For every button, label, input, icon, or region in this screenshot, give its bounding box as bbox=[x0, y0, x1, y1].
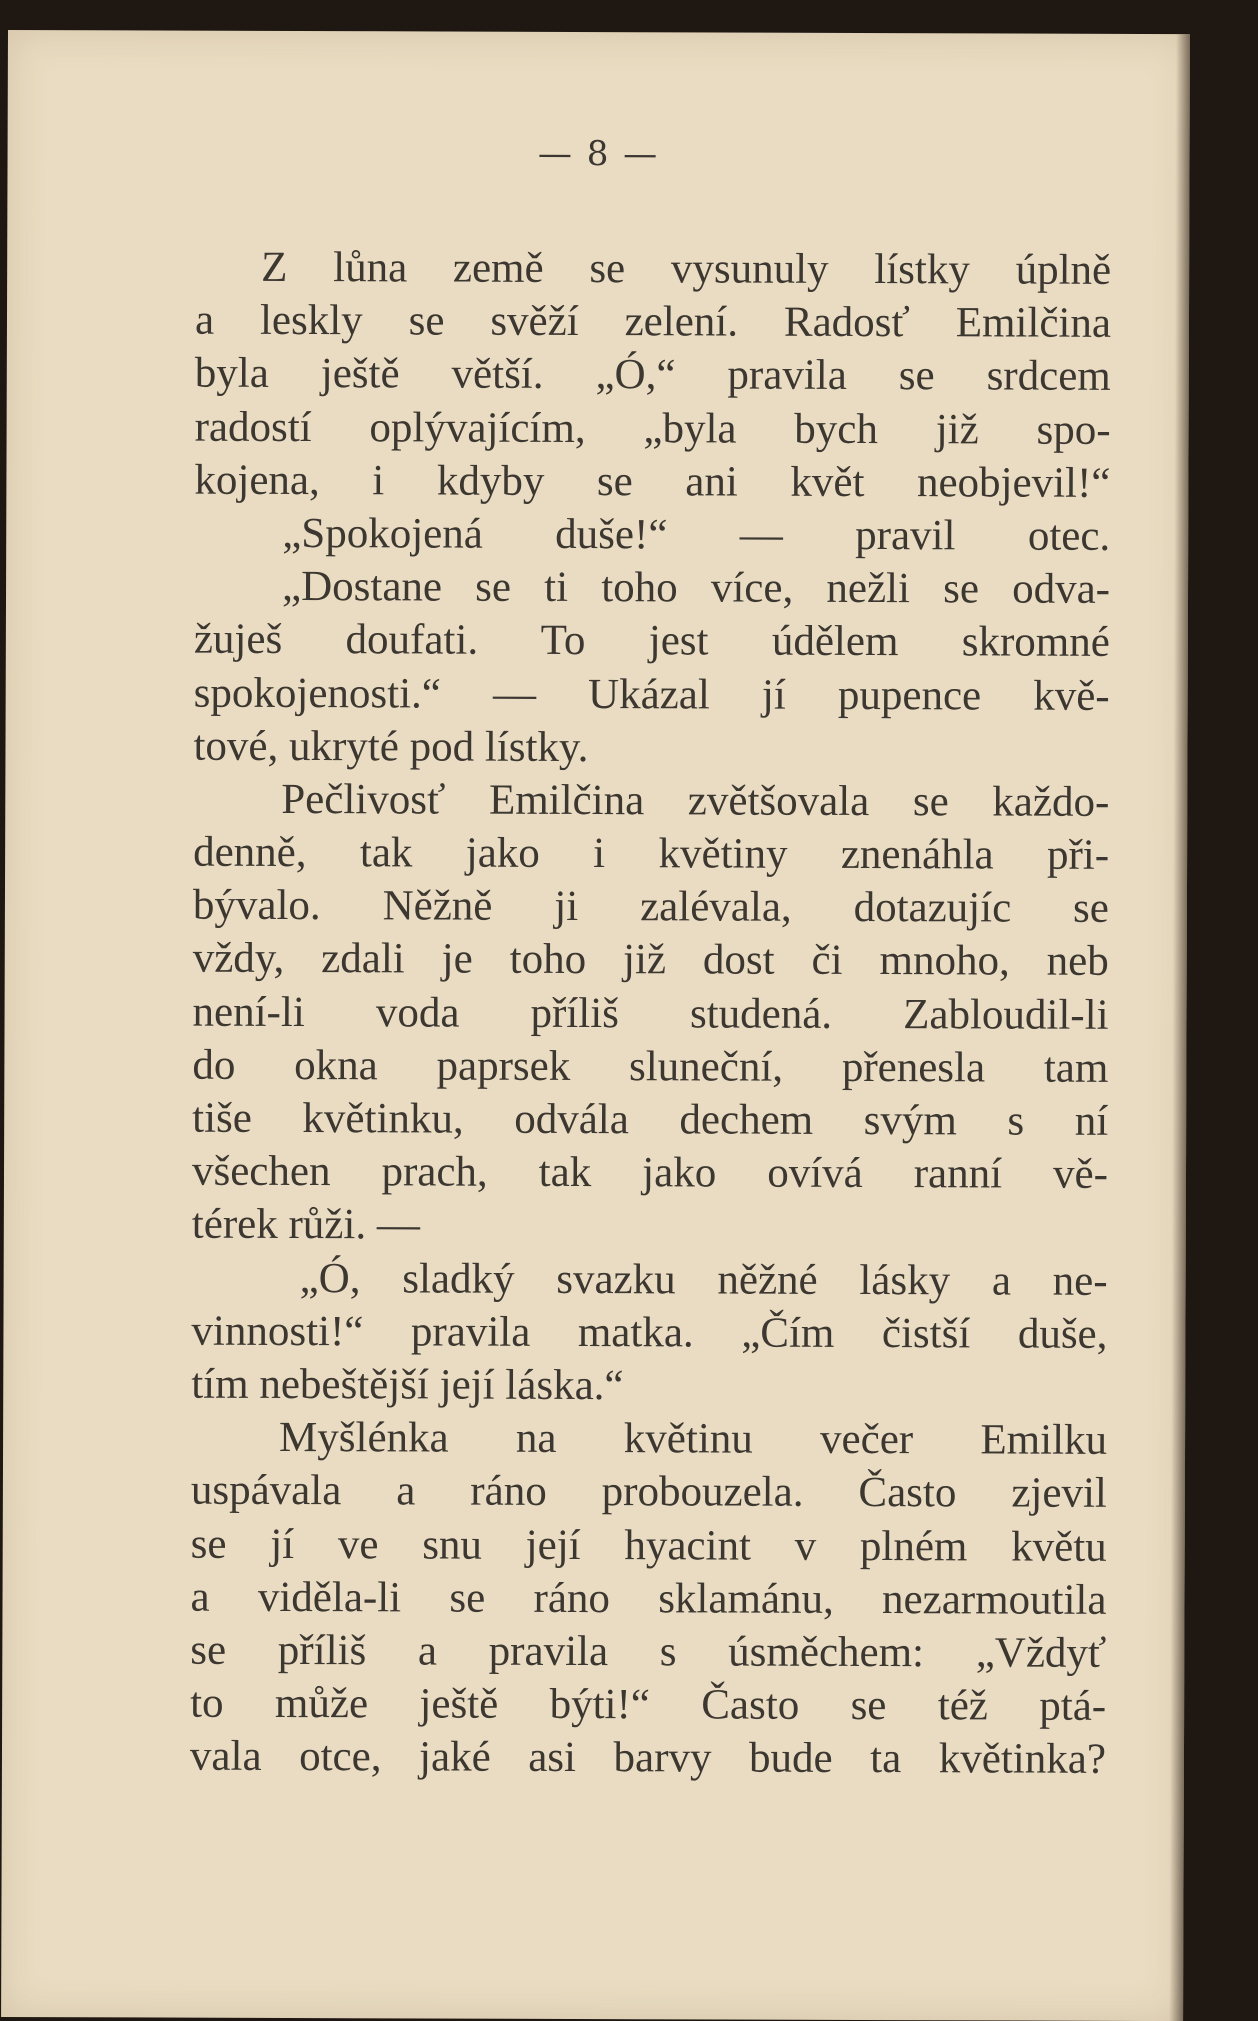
text-line: Myšlénka na květinu večer Emilku bbox=[279, 1414, 1108, 1464]
text-line: denně, tak jako i květiny znenáhla při- bbox=[193, 828, 1110, 879]
text-line: „Spokojená duše!“ — pravil otec. bbox=[282, 509, 1111, 560]
text-line: uspávala a ráno probouzela. Často zjevil bbox=[190, 1466, 1107, 1518]
text-line: do okna paprsek sluneční, přenesla tam bbox=[192, 1041, 1109, 1092]
body-text bbox=[190, 241, 1111, 1787]
text-line: vinnosti!“ pravila matka. „Čím čistší duše, bbox=[191, 1307, 1108, 1358]
text-line: a leskly se svěží zelení. Radosť Emilčina bbox=[194, 296, 1112, 348]
text-line: spokojenosti.“ — Ukázal jí pupence kvě- bbox=[193, 669, 1110, 720]
text-line: to může ještě býti!“ Často se též ptá- bbox=[190, 1679, 1107, 1730]
text-line: tiše květinku, odvála dechem svým s ní bbox=[192, 1094, 1109, 1145]
text-line: žuješ doufati. To jest údělem skromné bbox=[193, 615, 1110, 667]
text-line: byla ještě větší. „Ó,“ pravila se srdcem bbox=[194, 350, 1111, 401]
text-line: vždy, zdali je toho již dost či mnoho, neb bbox=[192, 935, 1109, 986]
text-line: tové, ukryté pod lístky. bbox=[193, 722, 589, 771]
text-line: radostí oplývajícím, „byla bych již spo- bbox=[194, 403, 1111, 454]
text-line: tím nebeštější její láska.“ bbox=[191, 1360, 624, 1410]
text-line: není-li voda příliš studená. Zabloudil-li bbox=[192, 988, 1109, 1039]
text-line: „Dostane se ti toho více, nežli se odva- bbox=[281, 563, 1111, 613]
book-page bbox=[1, 30, 1190, 2021]
text-line: vala otce, jaké asi barvy bude ta květinka? bbox=[189, 1732, 1107, 1784]
text-line: se jí ve snu její hyacint v plném květu bbox=[190, 1520, 1107, 1571]
page-number: — 8 — bbox=[537, 133, 660, 175]
text-line: „Ó, sladký svazku něžné lásky a ne- bbox=[299, 1254, 1108, 1305]
text-line: bývalo. Něžně ji zalévala, dotazujíc se bbox=[192, 881, 1110, 933]
text-line: Z lůna země se vysunuly lístky úplně bbox=[261, 243, 1112, 294]
text-line: Pečlivosť Emilčina zvětšovala se každo- bbox=[281, 775, 1110, 826]
text-line: se příliš a pravila s úsměchem: „Vždyť bbox=[190, 1626, 1107, 1677]
text-line: kojena, i kdyby se ani květ neobjevil!“ bbox=[194, 456, 1111, 507]
text-line: všechen prach, tak jako ovívá ranní vě- bbox=[191, 1147, 1109, 1199]
text-line: térek růži. — bbox=[191, 1201, 420, 1249]
text-line: a viděla-li se ráno sklamánu, nezarmoutila bbox=[190, 1573, 1107, 1624]
